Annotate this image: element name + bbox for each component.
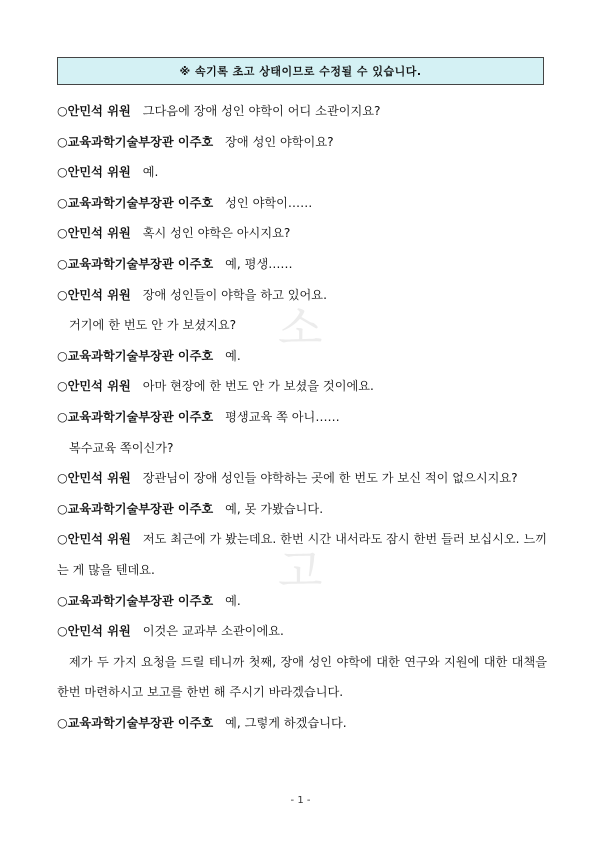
draft-notice-text: ※ 속기록 초고 상태이므로 수정될 수 있습니다. <box>179 65 422 78</box>
utterance-text: 예. <box>225 593 241 608</box>
transcript-paragraph <box>57 402 547 433</box>
utterance-text: 예, 그렇게 하겠습니다. <box>225 715 347 730</box>
speaker-name: ○안민석 위원 <box>57 471 131 486</box>
transcript-paragraph <box>57 157 547 188</box>
speaker-name: ○안민석 위원 <box>57 226 131 241</box>
transcript-paragraph <box>57 647 547 708</box>
transcript-paragraph <box>57 371 547 402</box>
speaker-name: ○교육과학기술부장관 이주호 <box>57 134 214 149</box>
utterance-text: 예, 못 가봤습니다. <box>225 501 324 516</box>
utterance-text: 성인 야학이…… <box>225 195 313 210</box>
transcript-paragraph <box>57 127 547 158</box>
transcript-paragraph <box>57 218 547 249</box>
utterance-text: 평생교육 쪽 아니…… <box>225 409 340 424</box>
utterance-text: 거기에 한 번도 안 가 보셨지요? <box>69 318 237 333</box>
transcript-paragraph <box>57 249 547 280</box>
utterance-text: 복수교육 쪽이신가? <box>69 440 174 455</box>
speaker-name: ○교육과학기술부장관 이주호 <box>57 195 214 210</box>
utterance-text: 장애 성인 야학이요? <box>225 134 334 149</box>
utterance-text: 제가 두 가지 요청을 드릴 테니까 첫째, 장애 성인 야학에 대한 연구와 지원에 대한 대책을 한번 마련하시고 보고를 한번 해 주시기 바라겠습니다. <box>57 654 547 700</box>
speaker-name: ○교육과학기술부장관 이주호 <box>57 256 214 271</box>
utterance-text: 예, 평생…… <box>225 256 293 271</box>
speaker-name: ○교육과학기술부장관 이주호 <box>57 501 214 516</box>
utterance-text: 예. <box>225 348 241 363</box>
transcript-paragraph <box>57 188 547 219</box>
speaker-name: ○안민석 위원 <box>57 379 131 394</box>
transcript-paragraph <box>57 586 547 617</box>
utterance-text: 혹시 성인 야학은 아시지요? <box>142 226 291 241</box>
speaker-name: ○교육과학기술부장관 이주호 <box>57 715 214 730</box>
transcript-paragraph <box>57 494 547 525</box>
speaker-name: ○안민석 위원 <box>57 165 131 180</box>
speaker-name: ○안민석 위원 <box>57 104 131 118</box>
watermark-char: 소 <box>278 301 323 355</box>
utterance-text: 장애 성인들이 야학을 하고 있어요. <box>142 287 327 302</box>
transcript-paragraph <box>57 616 547 647</box>
page-number: - 1 - <box>290 795 311 806</box>
utterance-text: 예. <box>142 165 159 180</box>
transcript-paragraph <box>57 524 547 585</box>
speaker-name: ○안민석 위원 <box>57 287 131 302</box>
speaker-name: ○안민석 위원 <box>57 532 131 547</box>
watermark-char: 고 <box>278 544 323 598</box>
transcript-paragraph <box>57 341 547 372</box>
utterance-text: 저도 최근에 가 봤는데요. 한번 시간 내서라도 잠시 한번 들러 보십시오. 느끼는 게 많을 텐데요. <box>57 532 547 577</box>
transcript-paragraph <box>57 463 547 494</box>
utterance-text: 아마 현장에 한 번도 안 가 보셨을 것이에요. <box>142 379 374 394</box>
draft-notice-box <box>57 57 544 85</box>
utterance-text: 그다음에 장애 성인 야학이 어디 소관이지요? <box>142 104 381 118</box>
speaker-name: ○교육과학기술부장관 이주호 <box>57 348 214 363</box>
transcript-paragraph <box>57 96 547 127</box>
speaker-name: ○안민석 위원 <box>57 624 131 639</box>
transcript-body <box>57 96 547 738</box>
utterance-text: 이것은 교과부 소관이에요. <box>142 624 284 639</box>
transcript-paragraph <box>57 708 547 739</box>
speaker-name: ○교육과학기술부장관 이주호 <box>57 409 214 424</box>
speaker-name: ○교육과학기술부장관 이주호 <box>57 593 214 608</box>
transcript-paragraph <box>57 310 547 341</box>
transcript-paragraph <box>57 280 547 311</box>
transcript-paragraph <box>57 433 547 464</box>
utterance-text: 장관님이 장애 성인들 야학하는 곳에 한 번도 가 보신 적이 없으시지요? <box>142 471 518 486</box>
